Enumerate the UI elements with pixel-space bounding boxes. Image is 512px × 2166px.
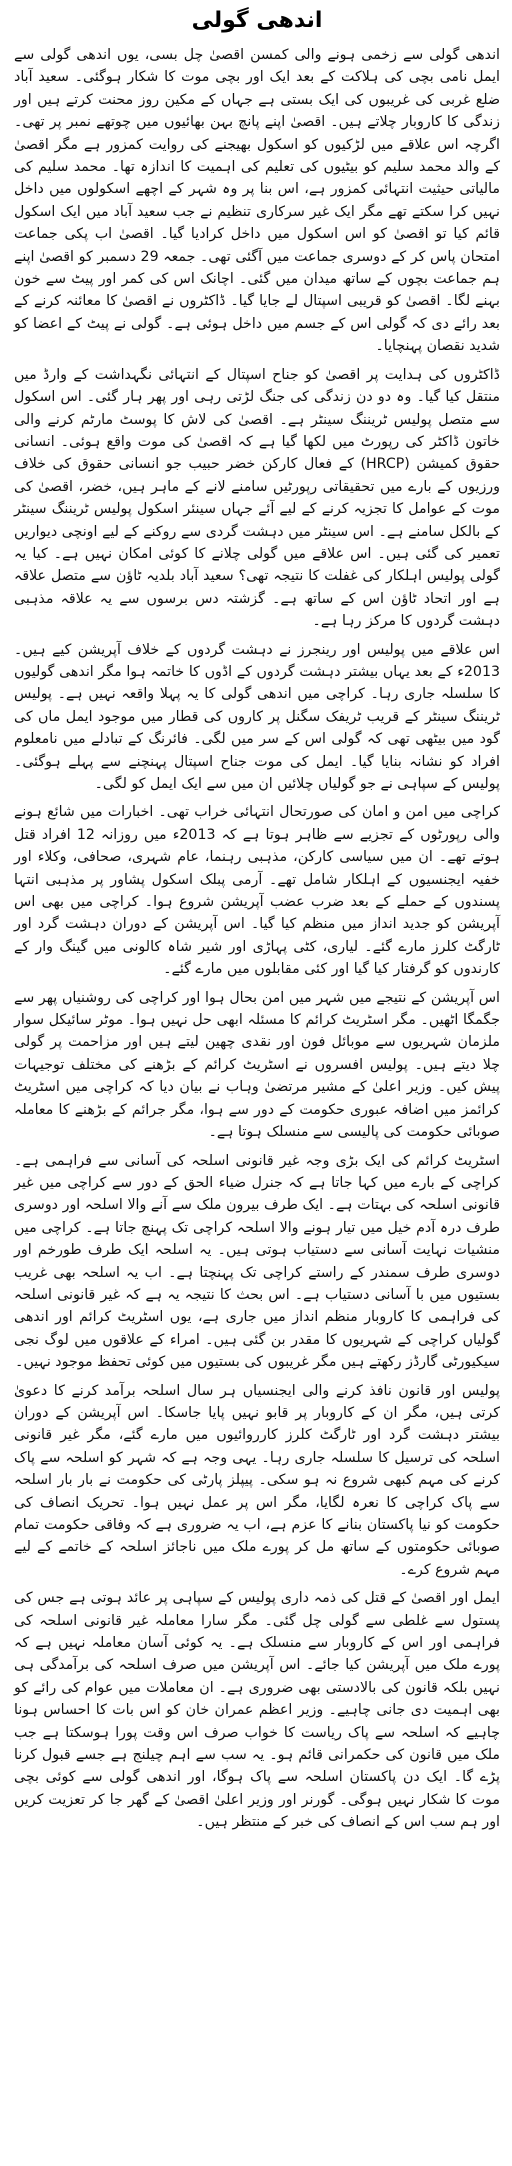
article-paragraph: کراچی میں امن و امان کی صورتحال انتہائی خراب تھی۔ اخبارات میں شائع ہونے والی رپورٹوں کے تجزیے سے ظاہر ہوتا ہے کہ 2013ء میں روزانہ 12 افراد قتل ہوتے تھے۔ ان میں سیاسی کارکن، مذہبی رہنما، عام شہری، صحافی، وکلاء اور خفیہ ایجنسیوں کے اہلکار شامل تھے۔ آرمی پبلک اسکول پشاور پر مذہبی انتہا پسندوں کے حملے کے بعد ضرب عضب آپریشن شروع ہوا۔ کراچی میں بھی اس آپریشن کو جدید انداز میں منظم کیا گیا۔ اس آپریشن کے دوران دہشت گرد اور ٹارگٹ کلرز مارے گئے۔ لیاری، کٹی پہاڑی اور شیر شاہ کالونی میں گینگ وار کے کارندوں کو گرفتار کیا گیا اور کئی مقابلوں میں مارے گئے۔ xyxy=(14,804,500,978)
article-paragraph: اس علاقے میں پولیس اور رینجرز نے دہشت گردوں کے خلاف آپریشن کیے ہیں۔ 2013ء کے بعد یہاں بیشتر دہشت گردوں کے اڈوں کا خاتمہ ہوا مگر اندھی گولیوں کا سلسلہ جاری رہا۔ کراچی میں اندھی گولی کا یہ پہلا واقعہ نہیں ہے۔ پولیس ٹریننگ سینٹر کے قریب ٹریفک سگنل پر کاروں کی قطار میں موجود ایمل ماں کی گود میں بیٹھی تھی کہ گولی اس کے سر میں لگی۔ فائرنگ کے تبادلے میں نامعلوم افراد کو نشانہ بنایا گیا۔ ایمل کی موت جناح اسپتال پہنچنے سے پہلے ہوگئی۔ پولیس کے سپاہی نے جو گولیاں چلائیں ان میں سے ایک ایمل کو لگی۔ xyxy=(14,641,500,792)
article-paragraph: اندھی گولی سے زخمی ہونے والی کمسن اقصیٰ چل بسی، یوں اندھی گولی سے ایمل نامی بچی کی ہلاکت کے بعد ایک اور بچی موت کا شکار ہوگئی۔ سعید آباد ضلع غربی کی غریبوں کی ایک بستی ہے جہاں کے مکین روز محنت کرتے ہیں اور زندگی کا کاروبار چلاتے ہیں۔ اقصیٰ اپنے پانچ بہن بھائیوں میں چوتھے نمبر پر تھی۔ اگرچہ اس علاقے میں لڑکیوں کو اسکول بھیجنے کی روایت کمزور ہے مگر اقصیٰ کے والد محمد سلیم کو بیٹیوں کی تعلیم کی اہمیت کا اندازہ تھا۔ محمد سلیم کی مالیاتی حیثیت انتہائی کمزور ہے، اس بنا پر وہ شہر کے اچھے اسکولوں میں داخل نہیں کرا سکتے تھے مگر ایک غیر سرکاری تنظیم نے جب سعید آباد میں ایک اسکول قائم کیا تو اقصیٰ کو اس اسکول میں داخل کرادیا گیا۔ اقصیٰ اب پکی جماعت امتحان پاس کر کے دوسری جماعت میں آگئی تھی۔ جمعہ 29 دسمبر کو اقصیٰ اپنے ہم جماعت بچوں کے ساتھ میدان میں گئی۔ اچانک اس کی کمر اور پیٹ سے خون بہنے لگا۔ اقصیٰ کو قریبی اسپتال لے جایا گیا۔ ڈاکٹروں نے اقصیٰ کا معائنہ کرنے کے بعد رائے دی کہ گولی اس کے جسم میں داخل ہوئی ہے۔ گولی نے پیٹ کے اعضا کو شدید نقصان پہنچایا۔ xyxy=(14,47,500,355)
article-paragraph: پولیس اور قانون نافذ کرنے والی ایجنسیاں ہر سال اسلحہ برآمد کرنے کا دعویٰ کرتی ہیں، مگر ان کے کاروبار پر قابو نہیں پایا جاسکا۔ اس آپریشن کے دوران بیشتر دہشت گرد اور ٹارگٹ کلرز کارروائیوں میں مارے گئے، مگر غیر قانونی اسلحہ کی ترسیل کا سلسلہ جاری رہا۔ یہی وجہ ہے کہ شہر کو اسلحہ سے پاک کرنے کی مہم کبھی شروع نہ ہو سکی۔ پیپلز پارٹی کی حکومت نے بار بار اسلحہ سے پاک کراچی کا نعرہ لگایا، مگر اس پر عمل نہیں ہوا۔ تحریک انصاف کی حکومت کو نیا پاکستان بنانے کا عزم ہے، اب یہ ضروری ہے کہ وفاقی حکومت تمام صوبائی حکومتوں کے ساتھ مل کر پورے ملک میں ناجائز اسلحہ کے خاتمے کے لیے مہم شروع کرے۔ xyxy=(14,1382,500,1578)
article-headline: اندھی گولی xyxy=(191,8,323,33)
article-paragraph: ایمل اور اقصیٰ کے قتل کی ذمہ داری پولیس کے سپاہی پر عائد ہوتی ہے جس کی پستول سے غلطی سے گولی چل گئی۔ مگر سارا معاملہ غیر قانونی اسلحہ کی فراہمی اور اس کے کاروبار سے منسلک ہے۔ یہ کوئی آسان معاملہ نہیں ہے کہ پورے ملک میں آپریشن کیا جائے۔ اس آپریشن میں صرف اسلحہ کی برآمدگی ہی نہیں بلکہ قانون کی بالادستی بھی ضروری ہے۔ ان معاملات میں عوام کی رائے کو بھی اہمیت دی جانی چاہیے۔ وزیر اعظم عمران خان کو اس بات کا احساس ہونا چاہیے کہ اسلحہ سے پاک ریاست کا خواب صرف اس وقت پورا ہوسکتا ہے جب ملک میں قانون کی حکمرانی قائم ہو۔ یہ سب سے اہم چیلنج ہے جسے قبول کرنا پڑے گا۔ ایک دن پاکستان اسلحہ سے پاک ہوگا، اور اندھی گولی سے کوئی بچی موت کا شکار نہیں ہوگی۔ گورنر اور وزیر اعلیٰ اقصیٰ کے گھر جا کر تعزیت کریں اور ہم سب اس کے انصاف کی خبر کے منتظر ہیں۔ xyxy=(14,1590,500,1831)
article-paragraph: اس آپریشن کے نتیجے میں شہر میں امن بحال ہوا اور کراچی کی روشنیاں پھر سے جگمگا اٹھیں۔ مگر اسٹریٹ کرائم کا مسئلہ ابھی حل نہیں ہوا۔ موٹر سائیکل سوار ملزمان شہریوں سے موبائل فون اور نقدی چھین لیتے ہیں اور مزاحمت پر گولی چلا دیتے ہیں۔ پولیس افسروں نے اسٹریٹ کرائم کے بڑھنے کی مختلف توجیہات پیش کیں۔ وزیر اعلیٰ کے مشیر مرتضیٰ وہاب نے بیان دیا کہ کراچی میں اسٹریٹ کرائمز میں اضافہ عبوری حکومت کے دور سے ہوا، مگر جرائم کے بڑھنے کا معاملہ صوبائی حکومت کی پالیسی سے منسلک ہوتا ہے۔ xyxy=(14,989,500,1141)
article-body xyxy=(14,44,500,1834)
article-paragraph: ڈاکٹروں کی ہدایت پر اقصیٰ کو جناح اسپتال کے انتہائی نگہداشت کے وارڈ میں منتقل کیا گیا۔ وہ دو دن زندگی کی جنگ لڑتی رہی اور پھر ہار گئی۔ اس اسکول سے متصل پولیس ٹریننگ سینٹر ہے۔ اقصیٰ کی لاش کا پوسٹ مارٹم کرنے والی خاتون ڈاکٹر کی رپورٹ میں لکھا گیا ہے کہ اقصیٰ کی موت واقع ہوئی۔ انسانی حقوق کمیشن (HRCP) کے فعال کارکن خضر حبیب جو انسانی حقوق کی خلاف ورزیوں کے بارے میں تحقیقاتی رپورٹیں سامنے لانے کے ماہر ہیں، خضر، اقصیٰ کی موت کے عوامل کا تجزیہ کرنے کے لیے آئے جہاں سینئر اسکول پولیس ٹریننگ سینٹر کے بالکل سامنے ہے۔ اس سینٹر میں دہشت گردی سے روکنے کے لیے اونچی دیواریں تعمیر کی گئی ہیں۔ اس علاقے میں گولی چلانے کا کوئی امکان نہیں ہے۔ کیا یہ گولی پولیس اہلکار کی غفلت کا نتیجہ تھی؟ سعید آباد بلدیہ ٹاؤن سے متصل علاقہ ہے اور اتحاد ٹاؤن اس کے ساتھ ہے۔ گزشتہ دس برسوں سے یہ علاقہ مذہبی دہشت گردوں کا مرکز رہا ہے۔ xyxy=(14,366,500,630)
article-paragraph: اسٹریٹ کرائم کی ایک بڑی وجہ غیر قانونی اسلحہ کی آسانی سے فراہمی ہے۔ کراچی کے بارے میں کہا جاتا ہے کہ جنرل ضیاء الحق کے دور سے کراچی میں غیر قانونی اسلحہ کی بہتات ہے۔ ایک طرف بیرون ملک سے آنے والا اسلحہ اور دوسری طرف درہ آدم خیل میں تیار ہونے والا اسلحہ کراچی تک پہنچ جاتا ہے۔ کراچی میں منشیات نہایت آسانی سے دستیاب ہوتی ہیں۔ یہ اسلحہ ایک طرف طورخم اور دوسری طرف سمندر کے راستے کراچی تک پہنچتا ہے۔ اب یہ اسلحہ بھی غریب بستیوں میں با آسانی دستیاب ہے۔ اس بحث کا نتیجہ یہ ہے کہ غیر قانونی اسلحہ کی فراہمی کا کاروبار منظم انداز میں جاری ہے، یوں اسٹریٹ کرائم اور اندھی گولیاں کراچی کے شہریوں کا مقدر بن گئی ہیں۔ امراء کے علاقوں میں لوگ نجی سیکیورٹی گارڈز رکھتے ہیں مگر غریبوں کی بستیوں میں کوئی تحفظ موجود نہیں۔ xyxy=(14,1152,500,1371)
